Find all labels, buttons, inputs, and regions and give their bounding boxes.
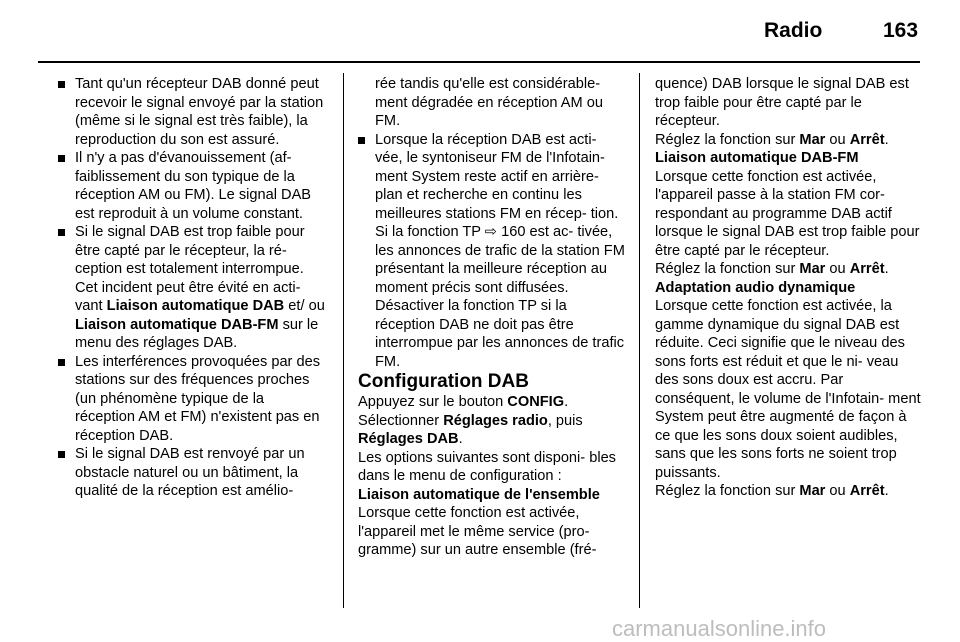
setting-instruction: Réglez la fonction sur Mar ou Arrêt. [655, 261, 889, 277]
instruction-paragraph: Appuyez sur le bouton CONFIG. [358, 394, 569, 410]
bullet-item: Lorsque la réception DAB est acti‐ vée, le syntoniseur FM de l'Infotain‐ ment System reste actif en arrière- plan et recherche en continu les meilleures stations FM en récep‐ tion. Si la fonction TP ⇨ 160 est ac‐ tivée, les annonces de trafic de la station FM présentant la meilleure réception au moment précis sont diffusées. Désactiver la fonction TP si la réception DAB ne doit pas être interrompue par les annonces de trafic FM. [358, 131, 628, 372]
button-name: CONFIG [507, 394, 565, 410]
body-paragraph: Les options suivantes sont disponi‐ bles dans le menu de configuration : [358, 449, 616, 484]
body-paragraph: Lorsque cette fonction est activée, la gamme dynamique du signal DAB est réduite. Ceci signifie que le niveau des sons forts est réduit et que le ni‐ veau des sons doux est accru. Par conséquent, le volume de l'Infotain‐ ment System peut être augmenté de façon à ce que les sons doux soient audibles, sans que les sons forts ne soient trop puissants. [655, 298, 921, 481]
menu-option-name: Liaison automatique DAB [106, 298, 285, 314]
bullet-item: Si le signal DAB est renvoyé par un obstacle naturel ou un bâtiment, la qualité de la réception est amélio‐ [58, 445, 328, 501]
option-value: Mar [799, 261, 826, 277]
column-1 [58, 75, 328, 501]
watermark: carmanualsonline.info [612, 616, 827, 641]
column-divider-2 [639, 73, 640, 608]
column-3 [655, 75, 925, 501]
page-reference-arrow-icon: ⇨ [484, 224, 498, 240]
bullet-marker [58, 229, 65, 236]
bullet-marker [58, 359, 65, 366]
menu-name: Réglages DAB [358, 431, 459, 447]
subsection-title: Liaison automatique de l'ensemble [358, 486, 600, 503]
header-rule [38, 61, 920, 63]
menu-option-name: Liaison automatique DAB-FM [75, 316, 279, 333]
menu-name: Réglages radio [443, 412, 548, 429]
instruction-paragraph: Sélectionner Réglages radio, puis Réglages DAB. [358, 412, 583, 447]
option-value: Mar [799, 131, 826, 148]
subsection-title: Adaptation audio dynamique [655, 279, 856, 296]
body-paragraph: Lorsque cette fonction est activée, l'appareil passe à la station FM cor‐ respondant au programme DAB actif lorsque le signal DAB est trop faible pour être capté par le récepteur. [655, 168, 920, 259]
subsection-title: Liaison automatique DAB-FM [655, 150, 859, 166]
page-title: Radio [764, 19, 823, 42]
body-paragraph: Lorsque cette fonction est activée, l'appareil met le même service (pro‐ gramme) sur un autre ensemble (fré‐ [358, 505, 597, 558]
body-paragraph: quence) DAB lorsque le signal DAB est trop faible pour être capté par le récepteur. [655, 76, 909, 129]
bullet-marker [58, 81, 65, 88]
setting-instruction: Réglez la fonction sur Mar ou Arrêt. [655, 131, 889, 148]
column-divider-1 [343, 73, 344, 608]
option-value: Arrêt [849, 483, 885, 499]
page-number: 163 [883, 19, 919, 42]
bullet-marker [58, 451, 65, 458]
bullet-item: Les interférences provoquées par des stations sur des fréquences proches (un phénomène typique de la réception AM et FM) n'existent pas en réception DAB. [58, 353, 328, 446]
option-value: Arrêt [849, 131, 885, 148]
option-value: Arrêt [849, 261, 885, 277]
bullet-continuation: rée tandis qu'elle est considérable‐ ment dégradée en réception AM ou FM. [375, 76, 603, 129]
setting-instruction: Réglez la fonction sur Mar ou Arrêt. [655, 483, 889, 499]
bullet-item: Si le signal DAB est trop faible pour être capté par le récepteur, la ré‐ ception est totalement interrompue. Cet incident peut être évité en acti‐ vant Liaison automatique DAB et/ ou Liaison automatique DAB-FM sur le menu des réglages DAB. [58, 223, 328, 353]
bullet-marker [58, 155, 65, 162]
bullet-marker [358, 137, 365, 144]
section-title: Configuration DAB [358, 371, 529, 392]
option-value: Mar [799, 483, 826, 499]
bullet-item: Tant qu'un récepteur DAB donné peut recevoir le signal envoyé par la station (même si le signal est très faible), la reproduction du son est assuré. [58, 75, 328, 149]
column-2 [358, 75, 628, 560]
bullet-item: Il n'y a pas d'évanouissement (af‐ faiblissement du son typique de la réception AM ou FM). Le signal DAB est reproduit à un volume constant. [58, 149, 328, 223]
